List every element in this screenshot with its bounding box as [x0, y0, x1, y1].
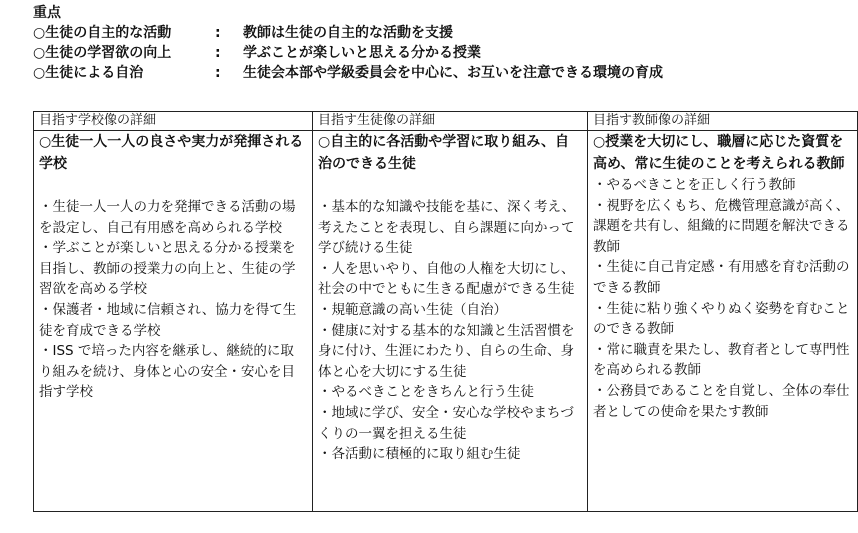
list-item: ・生徒一人一人の力を発揮できる活動の場を設定し、自己有用感を高められる学校 [39, 199, 296, 236]
list-item: ・生徒に自己肯定感・有用感を育む活動のできる教師 [593, 259, 850, 296]
priority-colon: : [215, 25, 221, 41]
priority-description: 学ぶことが楽しいと思える分かる授業 [243, 45, 481, 61]
teacher-vision-cell [588, 131, 858, 512]
school-vision-lead: ○生徒一人一人の良さや実力が発揮される学校 [39, 134, 304, 172]
list-item: ・保護者・地域に信頼され、協力を得て生徒を育成できる学校 [39, 301, 297, 339]
list-item: ・ISS で培った内容を継承し、継続的に取り組みを続け、身体と心の安全・安心を目指す学校 [39, 343, 295, 401]
teacher-vision-lead: ○授業を大切にし、職層に応じた資質を高め、常に生徒のことを考えられる教師 [593, 134, 845, 172]
priority-description: 教師は生徒の自主的な活動を支援 [243, 25, 453, 41]
list-item: ・規範意識の高い生徒（自治） [318, 301, 507, 318]
list-item: ・視野を広くもち、危機管理意識が高く、課題を共有し、組織的に問題を解決できる教師 [593, 197, 850, 255]
list-item: ・やるべきことを正しく行う教師 [593, 177, 796, 193]
list-item: ・学ぶことが楽しいと思える分かる授業を目指し、教師の授業力の向上と、生徒の学習欲を高める学校 [39, 240, 296, 298]
priority-row [33, 23, 663, 43]
vision-table [33, 111, 858, 512]
list-item: ・常に職責を果たし、教育者として専門性を高められる教師 [593, 341, 850, 379]
page-title: 重点 [33, 5, 61, 21]
list-item: ・基本的な知識や技能を基に、深く考え、考えたことを表現し、自ら課題に向かって学び続ける生徒 [318, 199, 576, 257]
school-vision-items [39, 175, 307, 403]
priority-colon: : [215, 65, 221, 81]
student-vision-cell [313, 131, 588, 512]
list-item: ・公務員であることを自覚し、全体の奉仕者としての使命を果たす教師 [593, 382, 850, 420]
priorities-list [33, 23, 663, 83]
priority-row [33, 63, 663, 83]
list-item: ・健康に対する基本的な知識と生活習慣を身に付け、生涯にわたり、自らの生命、身体と心を大切にする生徒 [318, 322, 575, 380]
header-school-vision: 目指す学校像の詳細 [34, 112, 313, 131]
header-teacher-vision: 目指す教師像の詳細 [588, 112, 858, 131]
list-item: ・やるべきことをきちんと行う生徒 [318, 384, 534, 401]
list-item: ・人を思いやり、自他の人権を大切にし、社会の中でともに生きる配慮ができる生徒 [318, 260, 575, 298]
table-header-row [34, 112, 858, 131]
priority-label: ○生徒の学習欲の向上 [33, 45, 172, 61]
student-vision-lead: ○自主的に各活動や学習に取り組み、自治のできる生徒 [318, 134, 570, 172]
student-vision-items [318, 175, 582, 465]
priority-label: ○生徒の自主的な活動 [33, 25, 172, 41]
table-row [34, 131, 858, 512]
list-item: ・生徒に粘り強くやりぬく姿勢を育むことのできる教師 [593, 300, 850, 338]
priority-colon: : [215, 45, 221, 61]
teacher-vision-items [593, 175, 852, 422]
priority-label: ○生徒による自治 [33, 65, 144, 81]
list-item: ・地域に学び、安全・安心な学校やまちづくりの一翼を担える生徒 [318, 404, 574, 442]
school-vision-cell [34, 131, 313, 512]
priority-row [33, 43, 663, 63]
priority-description: 生徒会本部や学級委員会を中心に、お互いを注意できる環境の育成 [243, 65, 663, 81]
header-student-vision: 目指す生徒像の詳細 [313, 112, 588, 131]
list-item: ・各活動に積極的に取り組む生徒 [318, 446, 521, 463]
